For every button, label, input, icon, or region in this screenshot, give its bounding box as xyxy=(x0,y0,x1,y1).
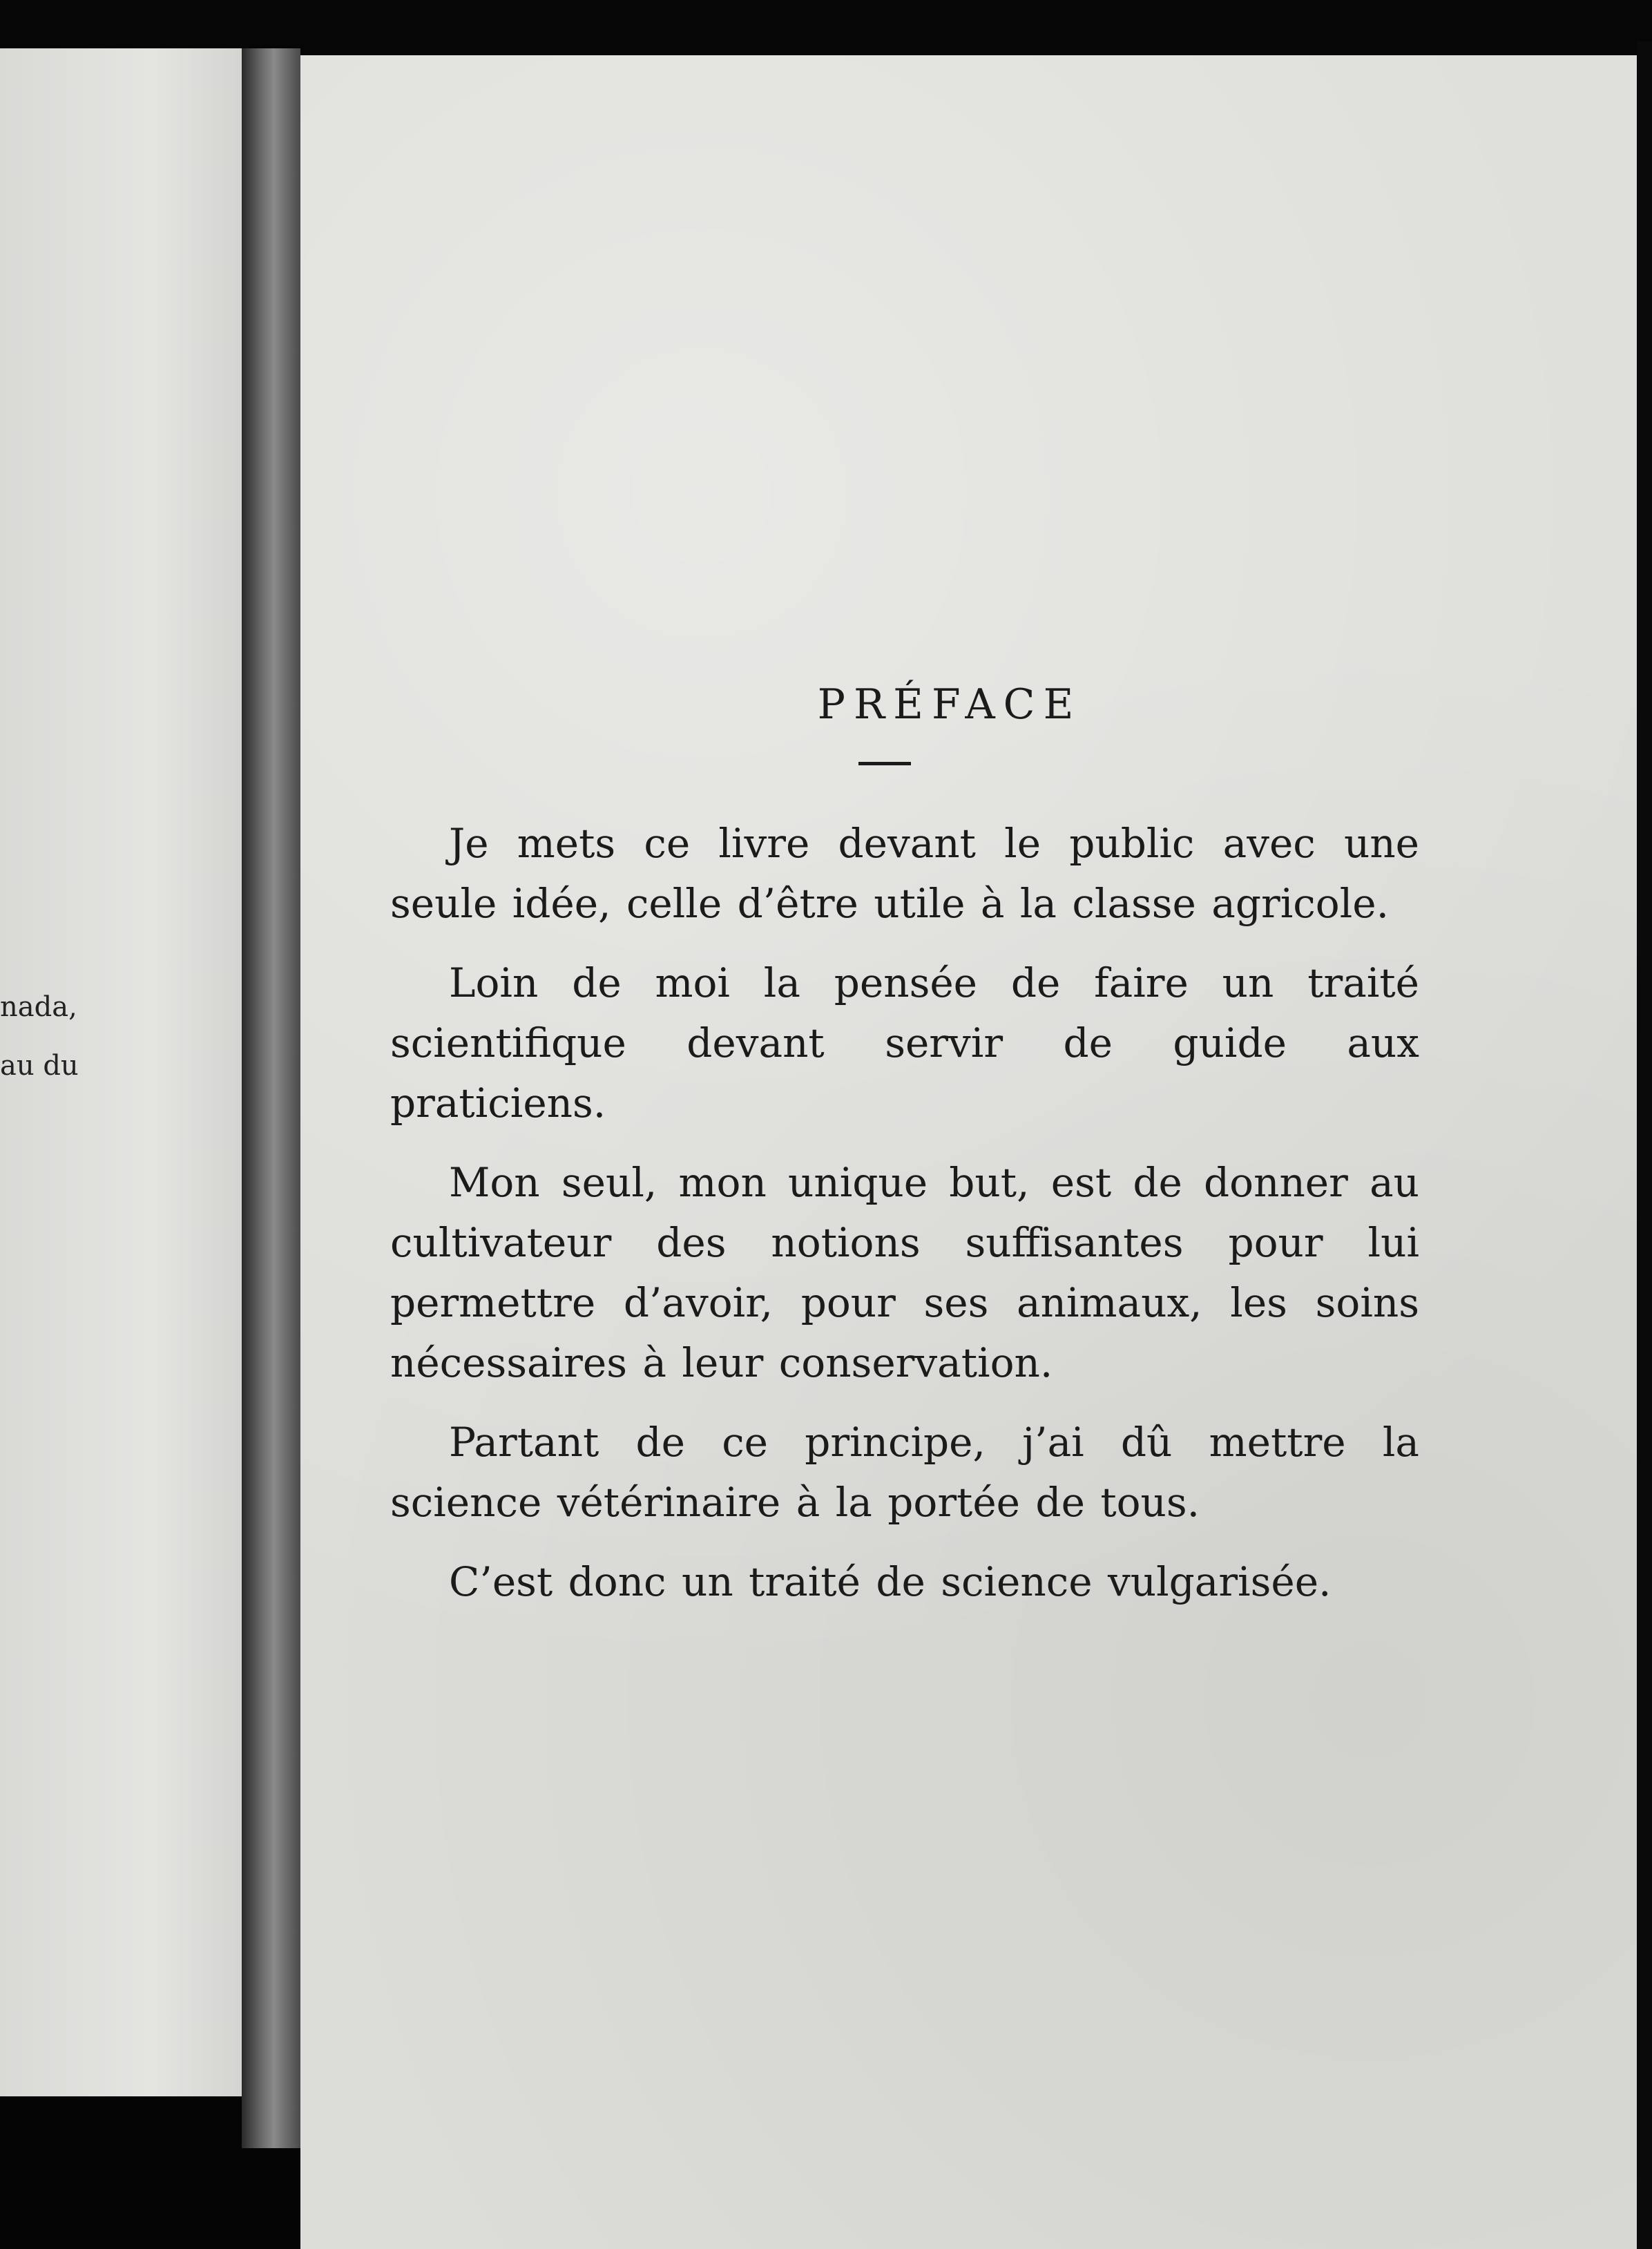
left-page-fragment: nada, xyxy=(0,991,77,1023)
book-gutter xyxy=(242,48,300,2148)
left-facing-page xyxy=(0,48,252,2096)
page-content xyxy=(390,680,1419,1631)
page-title: PRÉFACE xyxy=(817,680,1082,729)
paragraph: Mon seul, mon unique but, est de donner au cultivateur des notions suffisantes pour lui permettre d’avoir, pour ses animaux, les soins nécessaires à leur conservation. xyxy=(390,1159,1419,1386)
paragraph: C’est donc un traité de science vulgarisée. xyxy=(449,1558,1332,1605)
title-rule xyxy=(858,762,911,765)
paragraph: Loin de moi la pensée de faire un traité scientifique devant servir de guide aux praticiens. xyxy=(390,959,1419,1127)
scan-top-border xyxy=(0,0,1652,55)
scan-right-border xyxy=(1637,41,1652,2249)
left-page-fragment: au du xyxy=(0,1050,79,1082)
paragraph: Partant de ce principe, j’ai dû mettre la science vétérinaire à la portée de tous. xyxy=(390,1419,1419,1526)
paragraph: Je mets ce livre devant le public avec une seule idée, celle d’être utile à la classe agricole. xyxy=(390,820,1419,927)
